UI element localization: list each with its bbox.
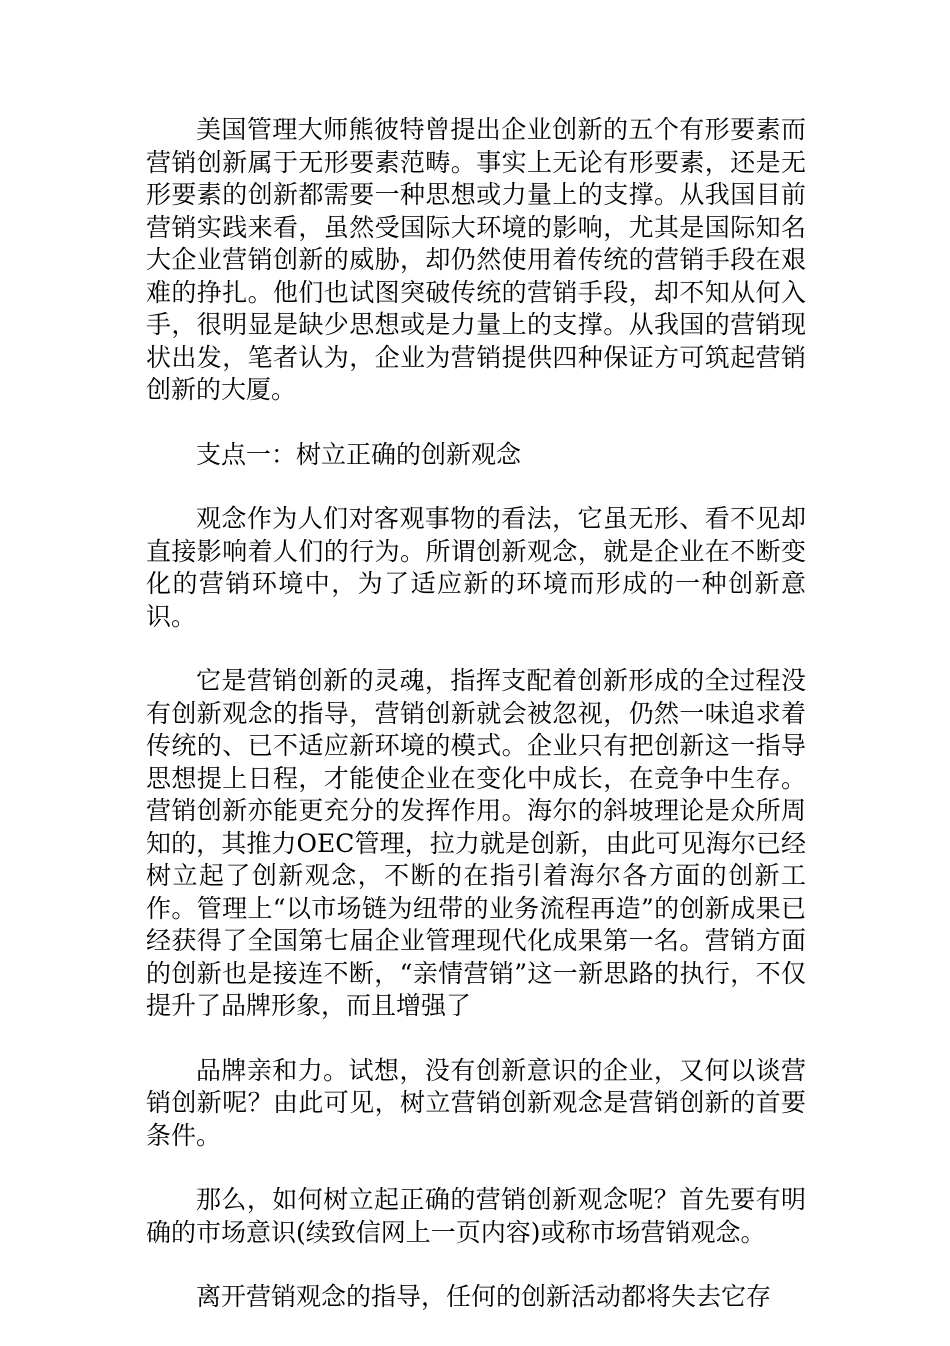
paragraph-intro: 美国管理大师熊彼特曾提出企业创新的五个有形要素而营销创新属于无形要素范畴。事实上无论有形要素，还是无形要素的创新都需要一种思想或力量上的支撑。从我国目前营销实践来看，虽然受国际大环境的影响，尤其是国际知名大企业营销创新的威胁，却仍然使用着传统的营销手段在艰难的挣扎。他们也试图突破传统的营销手段，却不知从何入手，很明显是缺少思想或是力量上的支撑。从我国的营销现状出发，笔者认为，企业为营销提供四种保证方可筑起营销创新的大厦。 — [146, 115, 806, 404]
document-page — [146, 114, 806, 1346]
section-heading-fulcrum-one: 支点一：树立正确的创新观念 — [196, 439, 522, 469]
paragraph-brand-affinity: 品牌亲和力。试想，没有创新意识的企业，又何以谈营销创新呢？由此可见，树立营销创新观念是营销创新的首要条件。 — [146, 1055, 806, 1150]
paragraph-innovation-soul: 它是营销创新的灵魂，指挥支配着创新形成的全过程没有创新观念的指导，营销创新就会被忽视，仍然一味追求着传统的、已不适应新环境的模式。企业只有把创新这一指导思想提上日程，才能使企业在变化中成长，在竞争中生存。营销创新亦能更充分的发挥作用。海尔的斜坡理论是众所周知的，其推力OEC管理，拉力就是创新，由此可见海尔已经树立起了创新观念，不断的在指引着海尔各方面的创新工作。管理上“以市场链为纽带的业务流程再造”的创新成果已经获得了全国第七届企业管理现代化成果第一名。营销方面的创新也是接连不断，“亲情营销”这一新思路的执行，不仅提升了品牌形象，而且增强了 — [146, 666, 806, 1020]
paragraph-concept-definition: 观念作为人们对客观事物的看法，它虽无形、看不见却直接影响着人们的行为。所谓创新观念，就是企业在不断变化的营销环境中，为了适应新的环境而形成的一种创新意识。 — [146, 504, 806, 631]
paragraph-marketing-concept: 离开营销观念的指导，任何的创新活动都将失去它存 — [196, 1282, 772, 1311]
paragraph-how-to-establish: 那么，如何树立起正确的营销创新观念呢？首先要有明确的市场意识(续致信网上一页内容)或称市场营销观念。 — [146, 1185, 806, 1247]
